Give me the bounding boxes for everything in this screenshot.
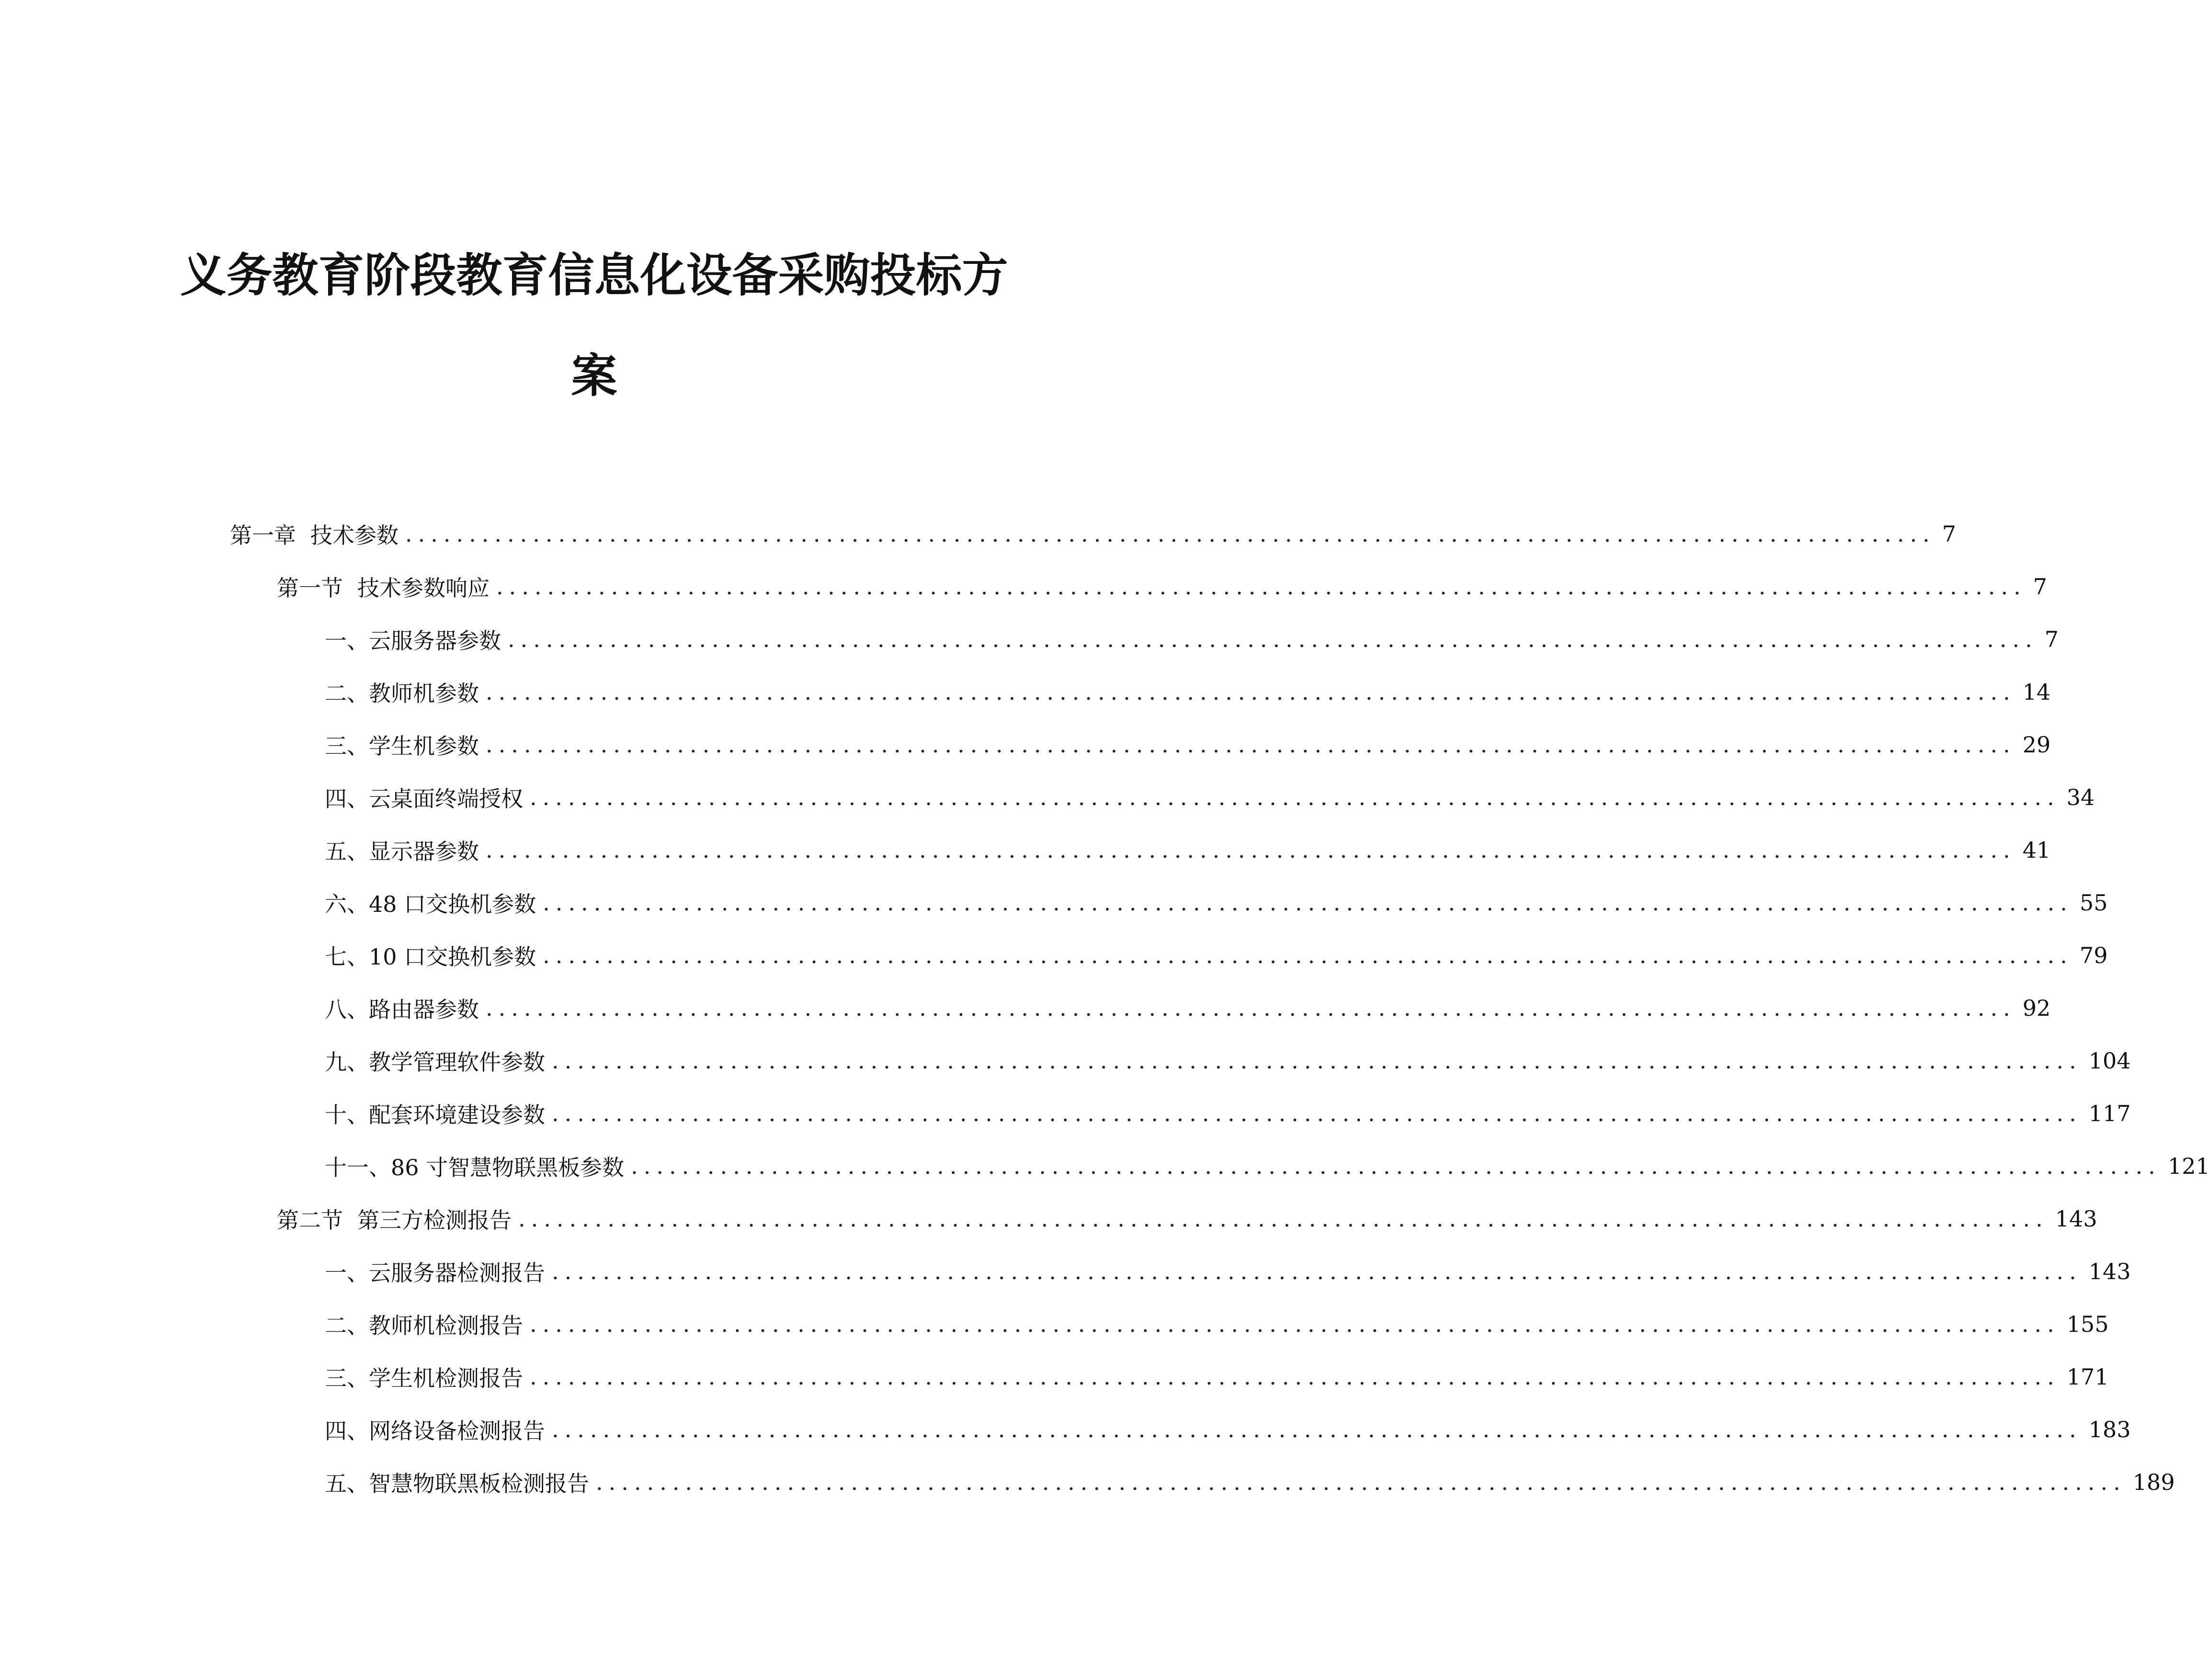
- toc-entry-chapter-1[interactable]: [230, 508, 1956, 560]
- toc-leader-dots: ........................................................................................................................: [543, 890, 2073, 916]
- toc-leader-dots: ........................................................................................................................: [631, 1153, 2161, 1179]
- toc-leader-dots: ........................................................................................................................: [486, 837, 2016, 863]
- toc-leader-dots: ........................................................................................................................: [552, 1048, 2082, 1074]
- toc-label: 技术参数响应: [357, 575, 490, 601]
- toc-leader-dots: ........................................................................................................................: [530, 784, 2060, 810]
- toc-entry-item[interactable]: [325, 666, 2051, 718]
- toc-number: 六、: [325, 891, 369, 917]
- toc-number: 四、: [325, 786, 369, 812]
- toc-label: 教师机参数: [369, 681, 479, 706]
- document-title: [0, 225, 1188, 426]
- toc-number: 五、: [325, 839, 369, 864]
- toc-entry-item[interactable]: [325, 1087, 2131, 1140]
- title-line-2: 案: [571, 349, 617, 403]
- toc-leader-dots: ........................................................................................................................: [552, 1417, 2082, 1442]
- toc-entry-item[interactable]: [325, 771, 2095, 824]
- toc-entry-item[interactable]: [325, 1245, 2131, 1298]
- toc-entry-item[interactable]: [325, 1403, 2131, 1456]
- toc-entry-item[interactable]: [325, 876, 2108, 929]
- toc-entry-item[interactable]: [325, 929, 2108, 982]
- toc-label: 10 口交换机参数: [369, 944, 536, 970]
- toc-label: 48 口交换机参数: [369, 891, 536, 917]
- title-line-1: 义务教育阶段教育信息化设备采购投标方: [180, 249, 1008, 302]
- toc-page-number: 29: [2022, 732, 2051, 758]
- toc-leader-dots: ........................................................................................................................: [552, 1259, 2082, 1284]
- toc-leader-dots: ........................................................................................................................: [508, 626, 2038, 652]
- toc-page-number: 55: [2079, 890, 2108, 916]
- toc-label: 第三方检测报告: [357, 1207, 512, 1233]
- toc-number: 一、: [325, 1260, 369, 1286]
- toc-leader-dots: ........................................................................................................................: [552, 1101, 2082, 1126]
- toc-page-number: 104: [2088, 1048, 2131, 1074]
- toc-label: 教学管理软件参数: [369, 1049, 545, 1075]
- toc-entry-section-2[interactable]: [277, 1192, 2097, 1245]
- toc-page-number: 171: [2066, 1364, 2109, 1390]
- toc-page-number: 41: [2022, 837, 2051, 863]
- toc-entry-item[interactable]: [325, 1456, 2175, 1509]
- toc-label: 云服务器参数: [369, 628, 501, 654]
- toc-label: 云桌面终端授权: [369, 786, 523, 812]
- toc-leader-dots: ........................................................................................................................: [486, 679, 2016, 705]
- toc-page-number: 117: [2088, 1101, 2131, 1126]
- toc-page-number: 7: [2033, 574, 2047, 600]
- toc-entry-item[interactable]: [325, 1034, 2131, 1087]
- toc-entry-item[interactable]: [325, 1351, 2109, 1403]
- toc-label: 云服务器检测报告: [369, 1260, 545, 1286]
- toc-entry-item[interactable]: [325, 718, 2051, 771]
- toc-leader-dots: ........................................................................................................................: [486, 995, 2016, 1021]
- toc-number: 八、: [325, 997, 369, 1022]
- toc-label: 学生机参数: [369, 733, 479, 759]
- toc-leader-dots: ........................................................................................................................: [405, 521, 1936, 547]
- toc-number: 七、: [325, 944, 369, 970]
- toc-number: 一、: [325, 628, 369, 654]
- toc-entry-item[interactable]: [325, 613, 2059, 666]
- toc-number: 九、: [325, 1049, 369, 1075]
- toc-page-number: 7: [2044, 626, 2059, 652]
- toc-page-number: 14: [2022, 679, 2051, 705]
- toc-leader-dots: ........................................................................................................................: [543, 942, 2073, 968]
- toc-entry-section-1[interactable]: [277, 560, 2047, 613]
- toc-label: 网络设备检测报告: [369, 1418, 545, 1444]
- toc-page-number: 155: [2066, 1311, 2109, 1337]
- toc-leader-dots: ........................................................................................................................: [530, 1311, 2060, 1337]
- toc-page-number: 189: [2132, 1469, 2175, 1495]
- toc-label: 学生机检测报告: [369, 1365, 523, 1391]
- toc-number: 二、: [325, 1313, 369, 1339]
- toc-number: 三、: [325, 1365, 369, 1391]
- toc-number: 二、: [325, 681, 369, 706]
- toc-leader-dots: ........................................................................................................................: [530, 1364, 2060, 1390]
- toc-label: 显示器参数: [369, 839, 479, 864]
- toc-label: 智慧物联黑板检测报告: [369, 1471, 589, 1497]
- toc-entry-item[interactable]: [325, 1298, 2109, 1351]
- toc-entry-item[interactable]: [325, 824, 2051, 876]
- toc-leader-dots: ........................................................................................................................: [486, 732, 2016, 758]
- toc-number: 第一章: [230, 522, 296, 548]
- toc-leader-dots: ........................................................................................................................: [518, 1206, 2049, 1232]
- toc-page-number: 92: [2022, 995, 2051, 1021]
- toc-page-number: 183: [2088, 1417, 2131, 1442]
- toc-page-number: 143: [2088, 1259, 2131, 1284]
- toc-page-number: 121: [2167, 1153, 2210, 1179]
- toc-number: 十、: [325, 1102, 369, 1128]
- toc-label: 技术参数: [310, 522, 399, 548]
- toc-page-number: 143: [2055, 1206, 2097, 1232]
- toc-number: 四、: [325, 1418, 369, 1444]
- toc-label: 路由器参数: [369, 997, 479, 1022]
- toc-label: 教师机检测报告: [369, 1313, 523, 1339]
- toc-leader-dots: ........................................................................................................................: [496, 574, 2027, 600]
- toc-label: 配套环境建设参数: [369, 1102, 545, 1128]
- toc-number: 三、: [325, 733, 369, 759]
- toc-number: 十一、: [325, 1155, 391, 1181]
- toc-entry-item[interactable]: [325, 982, 2051, 1034]
- toc-page-number: 34: [2066, 784, 2095, 810]
- toc-leader-dots: ........................................................................................................................: [596, 1469, 2126, 1495]
- toc-page-number: 7: [1942, 521, 1956, 547]
- toc-number: 五、: [325, 1471, 369, 1497]
- toc-number: 第一节: [277, 575, 343, 601]
- toc-entry-item[interactable]: [325, 1140, 2210, 1192]
- toc-page-number: 79: [2079, 942, 2108, 968]
- toc-label: 86 寸智慧物联黑板参数: [391, 1155, 625, 1181]
- toc-number: 第二节: [277, 1207, 343, 1233]
